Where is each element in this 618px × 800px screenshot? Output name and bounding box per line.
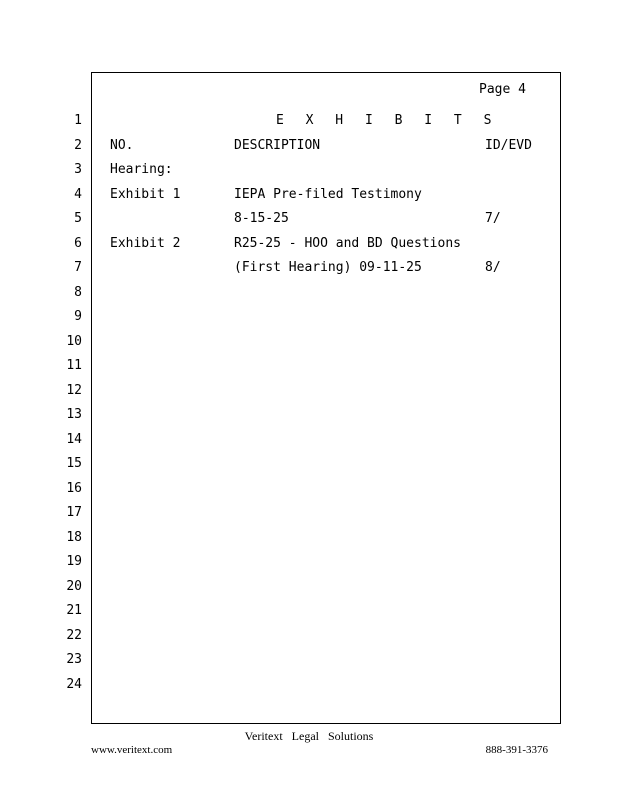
exhibit-1-id-evd: 7/: [485, 211, 501, 226]
exhibit-1-description: IEPA Pre-filed Testimony: [234, 187, 422, 202]
line-number: 20: [66, 578, 82, 594]
line-number: 13: [66, 407, 82, 422]
footer-phone: 888-391-3376: [485, 744, 548, 756]
line-number: 9: [74, 309, 82, 324]
line-number: 5: [74, 211, 82, 226]
line-number: 14: [66, 431, 82, 447]
page-number: Page 4: [479, 82, 526, 97]
line-number: 6: [74, 235, 82, 251]
header-id-evd: ID/EVD: [485, 138, 532, 153]
line-number: 10: [66, 333, 82, 349]
line-number: 7: [74, 260, 82, 275]
header-no: NO.: [110, 138, 134, 153]
line-number: 21: [66, 603, 82, 618]
line-number: 12: [66, 382, 82, 398]
exhibit-2-date: (First Hearing) 09-11-25: [234, 260, 422, 275]
line-number: 16: [66, 480, 82, 496]
exhibit-1-date: 8-15-25: [234, 211, 289, 226]
line-number: 1: [74, 113, 82, 128]
exhibit-1-number: Exhibit 1: [110, 187, 181, 202]
line-number: 23: [66, 652, 82, 667]
footer-website: www.veritext.com: [91, 744, 173, 756]
line-number: 19: [66, 554, 82, 569]
footer-company: Veritext Legal Solutions: [244, 729, 374, 743]
exhibit-2-description: R25-25 - HOO and BD Questions: [234, 236, 461, 251]
line-number: 15: [66, 456, 82, 471]
line-number: 3: [74, 162, 82, 177]
line-number: 18: [66, 529, 82, 545]
exhibit-2-id-evd: 8/: [485, 260, 501, 275]
line-number: 8: [74, 284, 82, 300]
exhibits-title: E X H I B I T S: [276, 113, 499, 128]
line-number: 2: [74, 137, 82, 153]
exhibit-2-number: Exhibit 2: [110, 236, 181, 251]
section-label: Hearing:: [110, 162, 173, 177]
line-number: 11: [66, 358, 82, 373]
header-description: DESCRIPTION: [234, 138, 321, 153]
line-number: 24: [66, 676, 82, 692]
line-number: 22: [66, 627, 82, 643]
line-number: 17: [66, 505, 82, 520]
line-number: 4: [74, 186, 82, 202]
